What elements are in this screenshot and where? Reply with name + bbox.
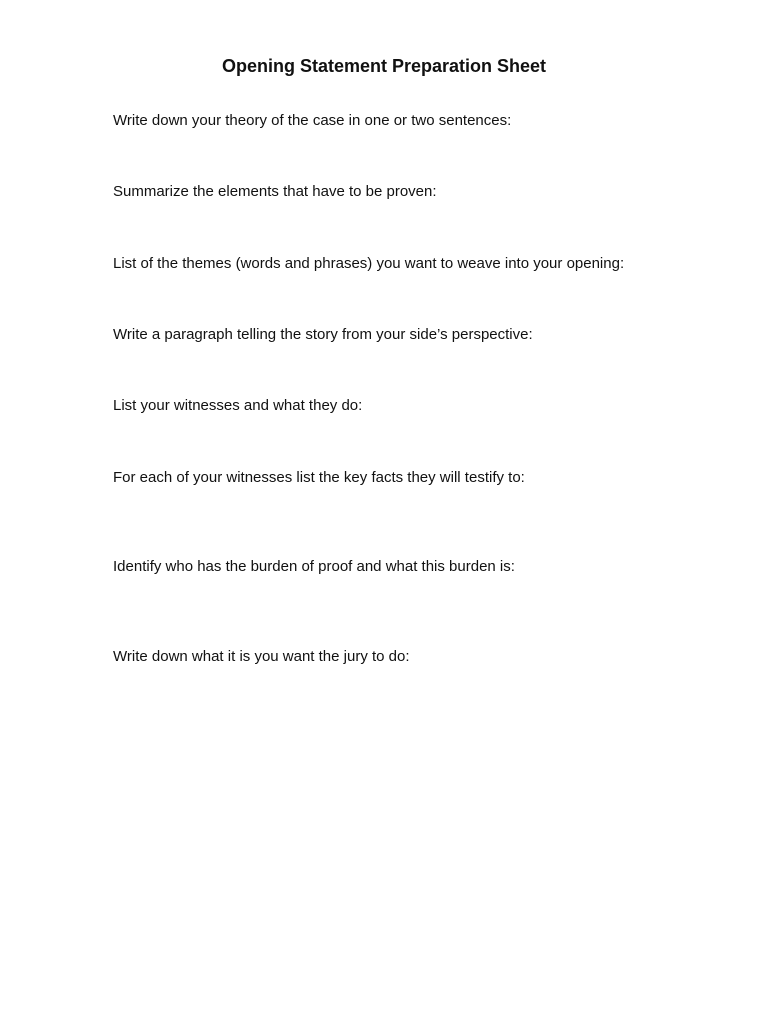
prompt-story-paragraph: Write a paragraph telling the story from your side’s perspective: — [113, 326, 533, 343]
prompt-burden-of-proof: Identify who has the burden of proof and what this burden is: — [113, 558, 515, 575]
prompt-witness-key-facts: For each of your witnesses list the key facts they will testify to: — [113, 469, 525, 486]
page-title: Opening Statement Preparation Sheet — [221, 56, 547, 76]
prompt-theory-of-case: Write down your theory of the case in one or two sentences: — [113, 112, 512, 129]
prompt-elements-to-prove: Summarize the elements that have to be proven: — [113, 183, 437, 200]
prompt-witnesses: List your witnesses and what they do: — [113, 397, 363, 414]
prompt-themes: List of the themes (words and phrases) you want to weave into your opening: — [113, 255, 625, 272]
prompt-jury-request: Write down what it is you want the jury to do: — [113, 648, 410, 665]
